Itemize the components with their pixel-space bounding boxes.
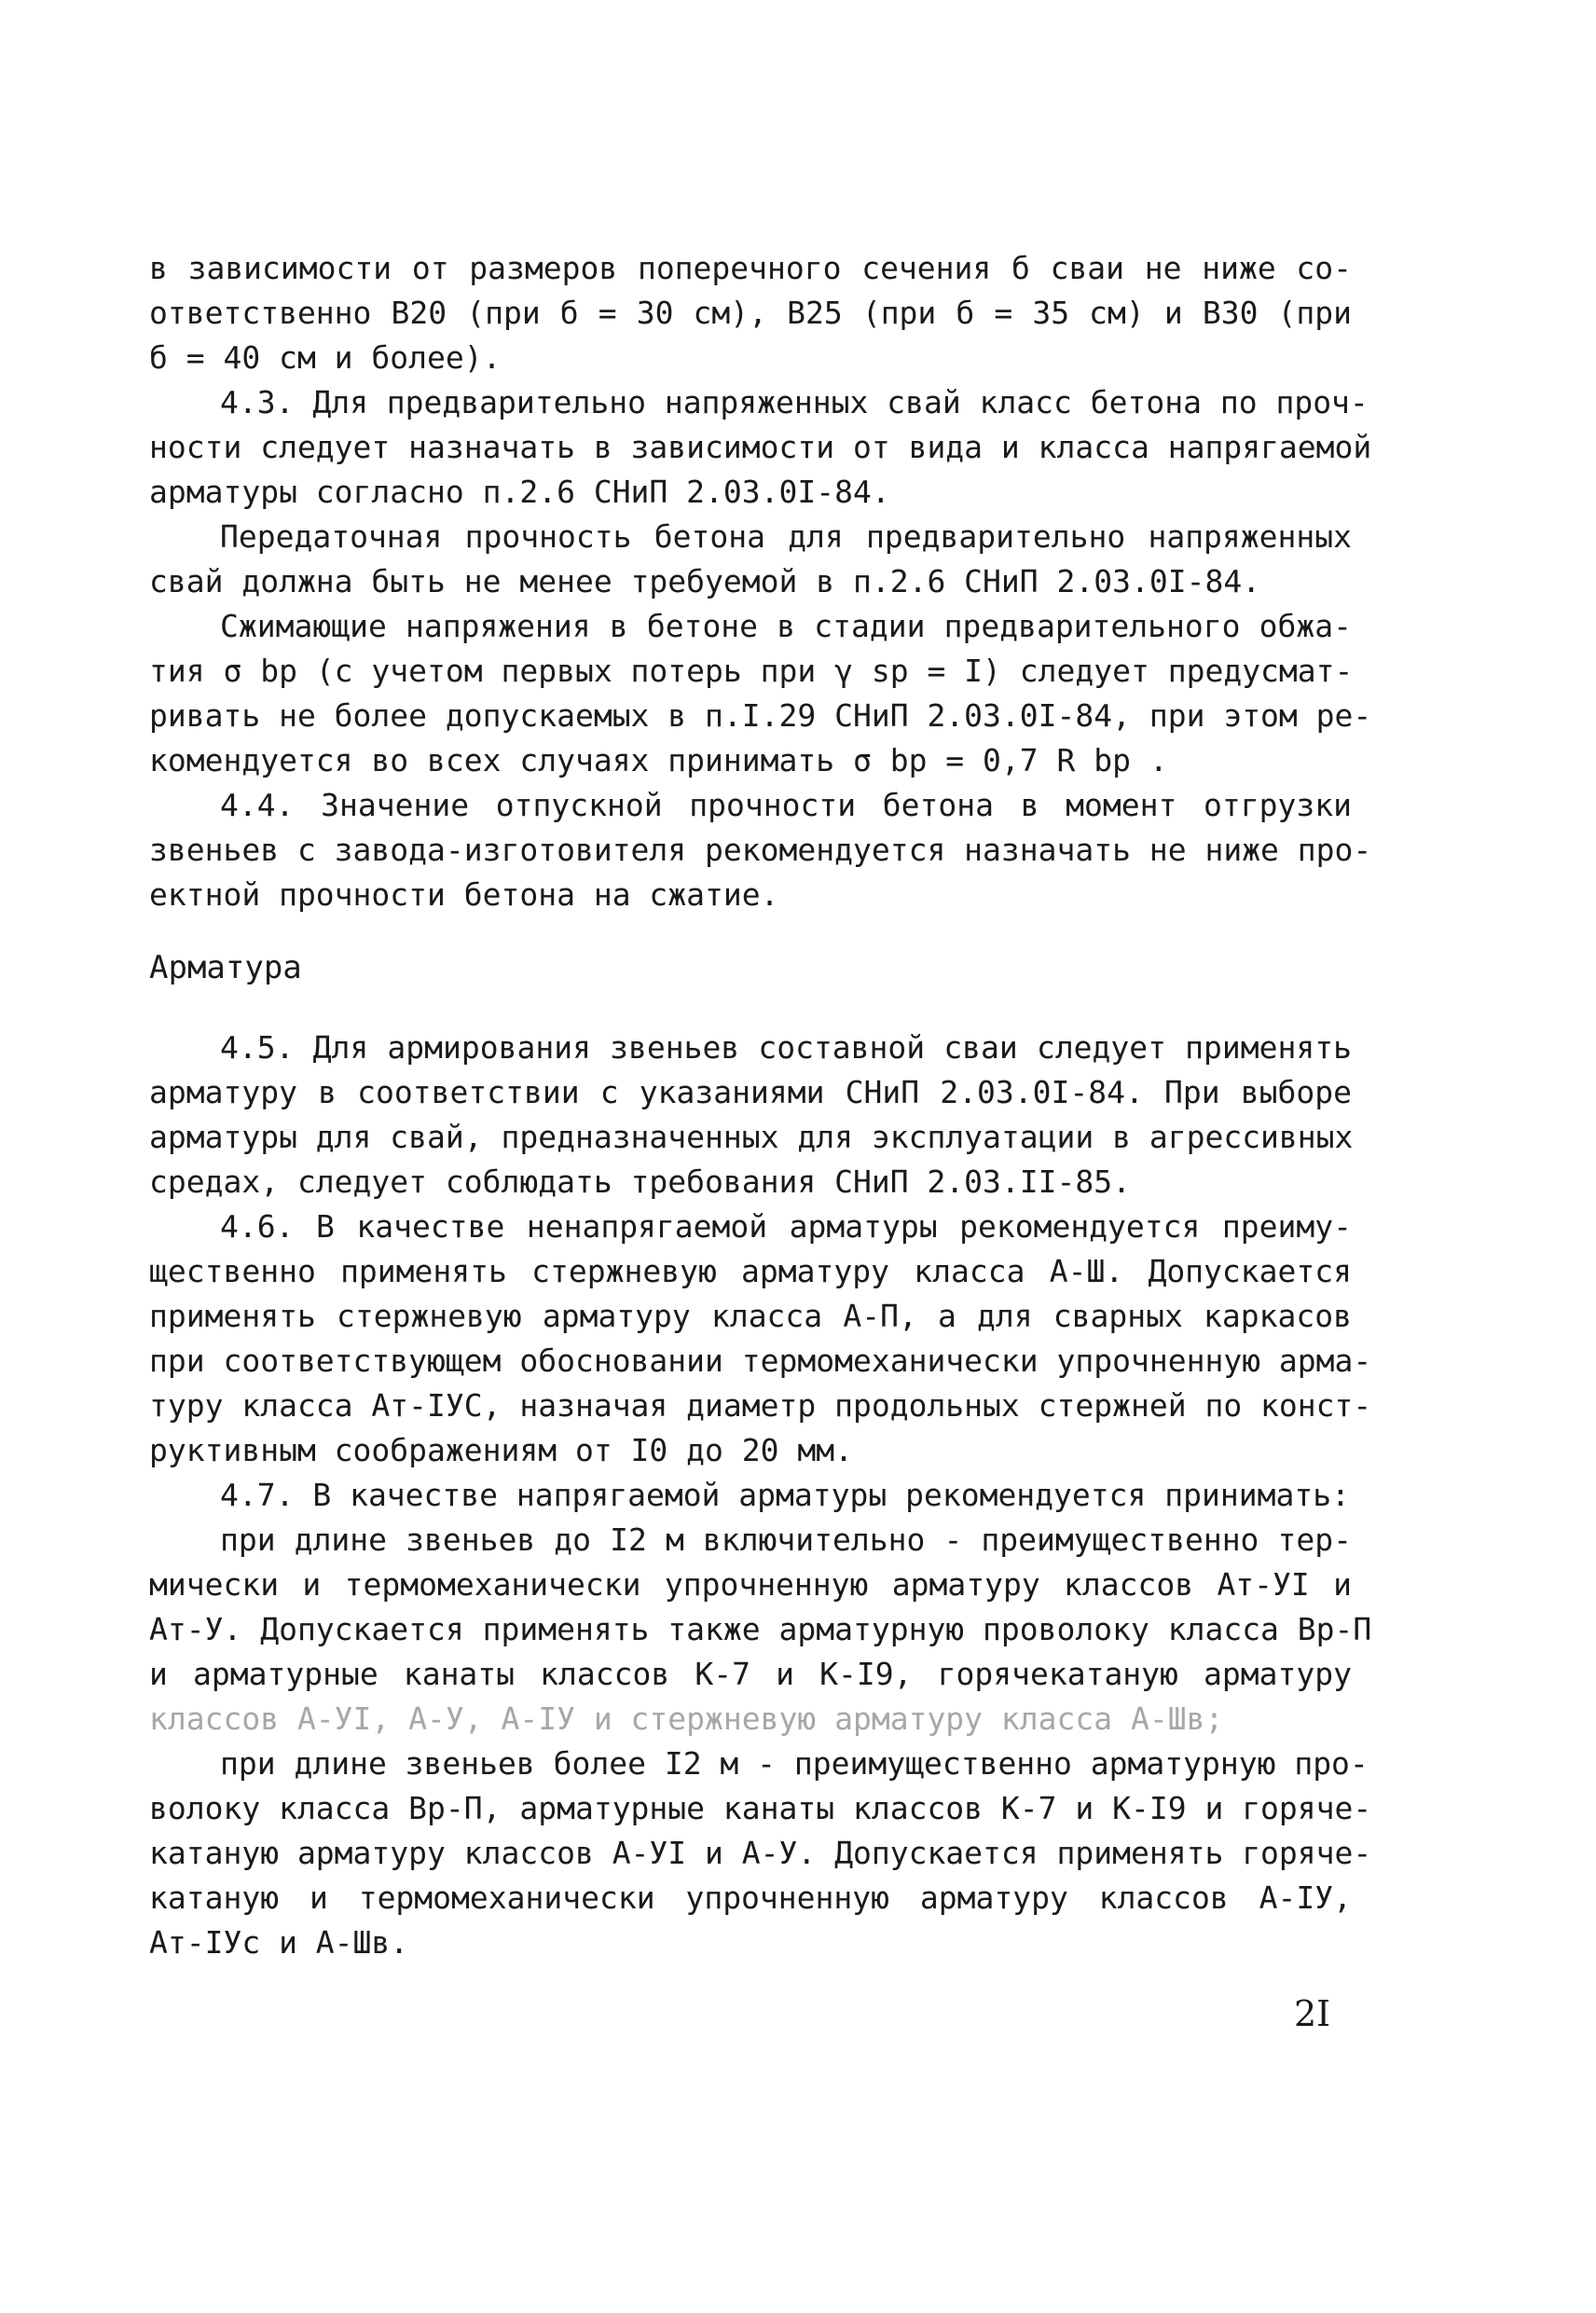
text-line: Сжимающие напряжения в бетоне в стадии предварительного обжа- (220, 608, 1352, 644)
text-line: применять стержневую арматуру класса А-П, а для сварных каркасов (149, 1298, 1352, 1334)
text-line: туру класса Ат-IУС, назначая диаметр продольных стержней по конст- (149, 1387, 1372, 1424)
text-line: ности следует назначать в зависимости от вида и класса напрягаемой (149, 429, 1372, 465)
text-line: б = 40 см и более). (149, 339, 502, 376)
text-line: ривать не более допускаемых в п.I.29 СНиП 2.03.0I-84, при этом ре- (149, 697, 1372, 734)
text-line: катаную арматуру классов А-УI и А-У. Допускается применять горяче- (149, 1835, 1372, 1871)
text-line: волоку класса Вр-П, арматурные канаты классов К-7 и К-I9 и горяче- (149, 1790, 1372, 1826)
text-line: ответственно В20 (при б = 30 см), В25 (при б = 35 см) и В30 (при (149, 295, 1352, 331)
text-line: Передаточная прочность бетона для предварительно напряженных (220, 518, 1352, 555)
paragraph-4-5-line: 4.5. Для армирования звеньев составной сваи следует применять (220, 1029, 1352, 1066)
text-line: тия σ bp (с учетом первых потерь при γ sp = I) следует предусмат- (149, 653, 1354, 689)
paragraph-4-7-line: 4.7. В качестве напрягаемой арматуры рекомендуется принимать: (220, 1477, 1350, 1513)
text-line: Ат-У. Допускается применять также арматурную проволоку класса Вр-П (149, 1611, 1372, 1647)
text-line: комендуется во всех случаях принимать σ bp = 0,7 R bp . (149, 742, 1168, 778)
text-line: арматуры для свай, предназначенных для эксплуатации в агрессивных (149, 1119, 1354, 1155)
paragraph-4-4-line: 4.4. Значение отпускной прочности бетона в момент отгрузки (220, 787, 1352, 823)
text-line: средах, следует соблюдать требования СНиП 2.03.II-85. (149, 1163, 1131, 1200)
text-line: при соответствующем обосновании термомеханически упрочненную арма- (149, 1342, 1372, 1379)
page-number: 2I (1294, 1993, 1331, 2034)
paragraph-4-3-line: 4.3. Для предварительно напряженных свай класс бетона по проч- (220, 384, 1369, 420)
text-line: арматуру в соответствии с указаниями СНиП 2.03.0I-84. При выборе (149, 1074, 1352, 1110)
section-heading: Арматура (149, 949, 302, 986)
text-line: свай должна быть не менее требуемой в п.2.6 СНиП 2.03.0I-84. (149, 563, 1261, 599)
text-line: Ат-IУс и А-Шв. (149, 1924, 409, 1961)
text-line: и арматурные канаты классов К-7 и К-I9, горячекатаную арматуру (149, 1656, 1352, 1692)
text-line: звеньев с завода-изготовителя рекомендуется назначать не ниже про- (149, 832, 1372, 868)
text-line: при длине звеньев до I2 м включительно - преимущественно тер- (220, 1521, 1352, 1558)
text-line: классов А-УI, А-У, А-IУ и стержневую арматуру класса А-Шв; (149, 1700, 1224, 1737)
text-line: при длине звеньев более I2 м - преимущественно арматурную про- (220, 1745, 1369, 1782)
text-line: ектной прочности бетона на сжатие. (149, 876, 779, 913)
text-line: в зависимости от размеров поперечного сечения б сваи не ниже со- (149, 250, 1352, 286)
paragraph-4-6-line: 4.6. В качестве ненапрягаемой арматуры рекомендуется преиму- (220, 1208, 1352, 1245)
text-line: катаную и термомеханически упрочненную арматуру классов А-IУ, (149, 1879, 1352, 1916)
text-line: щественно применять стержневую арматуру класса А-Ш. Допускается (149, 1253, 1352, 1289)
text-line: арматуры согласно п.2.6 СНиП 2.03.0I-84. (149, 474, 890, 510)
text-line: руктивным соображениям от I0 до 20 мм. (149, 1432, 853, 1468)
text-line: мически и термомеханически упрочненную арматуру классов Ат-УI и (149, 1566, 1352, 1603)
